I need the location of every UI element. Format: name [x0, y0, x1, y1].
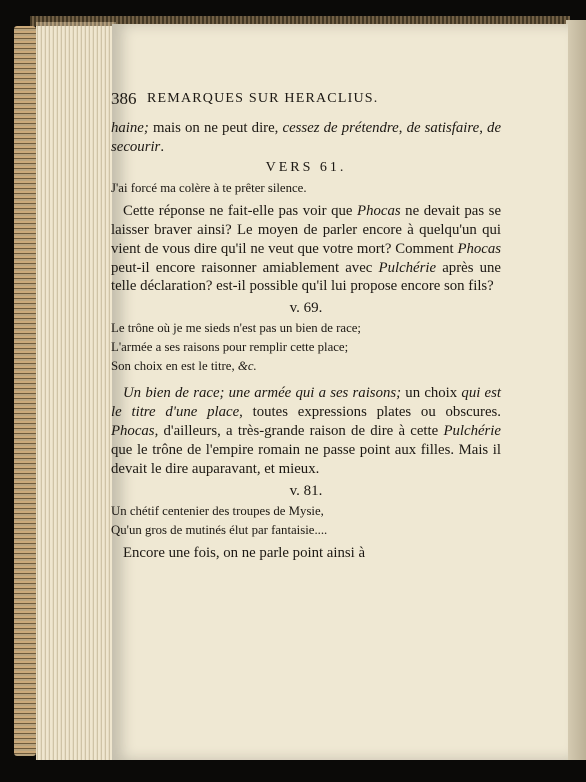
page-stack: [36, 22, 116, 760]
italic-text: Un bien de race; une armée qui a ses raisons;: [123, 385, 402, 402]
quote-line: [111, 357, 501, 376]
verse-heading-61: VERS 61.: [265, 159, 347, 175]
verse-heading-81: v. 81.: [289, 482, 323, 499]
page-header: [111, 89, 501, 119]
text-run: Son choix en est le titre,: [111, 359, 238, 374]
page-number: 386: [111, 89, 137, 108]
text-run: après une telle déclaration? est-il possible qu'il lui propose encore son fils?: [111, 259, 502, 295]
text-run: , d'ailleurs, a très-grande raison de dire à cette: [154, 423, 444, 440]
paragraph-2: [111, 384, 501, 479]
verse-heading-69: v. 69.: [289, 300, 323, 317]
paragraph-1: [111, 202, 501, 297]
italic-text: Pulchérie: [378, 259, 437, 276]
italic-text: Pulchérie: [443, 423, 501, 440]
italic-text: de satisfaire: [406, 120, 480, 136]
text-run: que le trône de l'empire romain ne passe point aux filles. Mais il devait le dire auparavant, et mieux.: [111, 442, 501, 477]
italic-text: Phocas: [111, 423, 155, 440]
text-run: peut-il encore raisonner amiablement avec: [111, 259, 379, 276]
italic-text: Phocas: [457, 240, 501, 257]
book-spine-edge: [14, 26, 36, 756]
quote-line: Qu'un gros de mutinés élut par fantaisie....: [111, 522, 328, 537]
right-page-edge: [566, 20, 586, 760]
text-run: Cette réponse ne fait-elle pas voir que: [123, 202, 358, 219]
running-title: REMARQUES SUR HERACLIUS.: [147, 91, 379, 106]
text-run: .: [160, 138, 165, 155]
italic-text: &c.: [237, 359, 257, 374]
quote-line: Un chétif centenier des troupes de Mysie,: [111, 503, 324, 518]
text-run: ,: [398, 120, 407, 136]
text-run: ,: [479, 120, 488, 136]
text-run: , toutes expressions plates ou obscures.: [239, 404, 502, 421]
quote-line: Le trône où je me sieds n'est pas un bien de race;: [111, 321, 361, 336]
quote-line: L'armée a ses raisons pour remplir cette place;: [111, 340, 349, 355]
text-run: mais on ne peut dire,: [148, 120, 283, 136]
italic-text: Phocas: [357, 202, 401, 219]
italic-text: haine;: [111, 120, 149, 136]
paragraph-continuation: [111, 119, 501, 157]
text-run: un choix: [401, 385, 462, 402]
italic-text: cessez de prétendre: [282, 120, 399, 136]
quote-line: J'ai forcé ma colère à te prêter silence.: [111, 180, 307, 195]
page-text: [111, 89, 501, 563]
italic-text: qui est le titre d'une place: [111, 385, 501, 421]
italic-text: de secourir: [111, 120, 502, 155]
text-run: ne devait pas se laisser braver ainsi? Le moyen de parler encore à quelqu'un qui vient de vous dire qu'il ne veut que votre mort? Comment: [111, 202, 502, 257]
paragraph-3: Encore une fois, on ne parle point ainsi à: [123, 544, 366, 561]
